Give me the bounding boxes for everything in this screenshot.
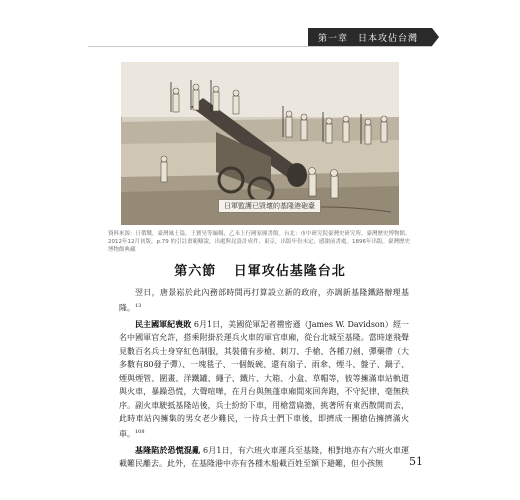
paragraph — [119, 286, 409, 315]
paragraph-text: 翌日，唐景崧於此內務部時間再打算設立新的政府，亦調新基隆鐵路辦理基隆。 — [119, 288, 409, 313]
running-head-text: 第一章 日本攻佔台灣 — [317, 34, 418, 44]
paragraph — [119, 444, 409, 471]
credit-line-1: 資料來源：日俄戰，臺灣風土篇，王寶昊等編輯，乙未上行國家圖書館。台北：市中研究院臺灣史研究所。臺灣歷史博物館。 — [108, 231, 411, 237]
footnote-ref: 108 — [135, 428, 145, 435]
photo-caption: 日軍監護已毀壞的基隆港砲臺 — [218, 199, 321, 213]
paragraph-text: 6月1日，美國從軍記者禮密遜（James W. Davidson）經一名中國軍官允許，搭乘附掛於運兵火車的軍官車廂，從台北城至基隆。當時達飛聲見數百名兵士身穿紅色制服，其裝備有步槍、刺刀、手槍、各種刀劍、彈藥帶（大多數有80發子彈）、一塊毯子、一個飯碗、還有扇子、雨傘、煙斗、盤子、鍋子、煙與煙管、圍畫、洋鐵罐、繩子、鐵片、大箱、小盒、草帽等，彼等擁滿車站軌道與火車，暴躁恐慌，大聲喧嘩，在月台與無蓬車廂間來回奔跑，不守紀律，毫無秩序。副火車駛抵基隆站後，兵士紛紛下車，用槍當扁擔，挑著所有東西散開而去，此時車站內擁集的男女老少難民，一待兵士們下車後，即擠成一團搶佔擁擠滿火車。 — [119, 319, 409, 439]
body-text — [119, 286, 409, 474]
photo-credit — [108, 230, 412, 254]
section-title-text: 日軍攻佔基隆台北 — [233, 264, 346, 279]
credit-line-2: 2012年12月初版，p.79 的引註畫範疇說，出處與昆設計成件，東京，出版年份未定，感謝前書處。1896年出版。臺灣歷史博物館典藏 — [108, 239, 410, 253]
paragraph — [119, 318, 409, 441]
paragraph-lead: 基隆陷於恐慌混亂 — [135, 444, 201, 455]
running-head-arrow — [432, 28, 439, 46]
page-number: 51 — [409, 455, 423, 468]
header-rule — [88, 46, 432, 47]
running-head — [308, 28, 432, 47]
section-number: 第六節 — [174, 264, 217, 279]
footnote-ref: 13 — [135, 302, 142, 309]
paragraph-text: 6月1日，有六班火車運兵至基隆，相對地亦有六班火車運載難民離去。此外，在基隆港中亦有各種木船載百姓至額下避難，但小孩無 — [119, 445, 410, 469]
section-heading — [0, 260, 520, 279]
paragraph-lead: 民主國軍紀喪敗 — [135, 318, 192, 329]
